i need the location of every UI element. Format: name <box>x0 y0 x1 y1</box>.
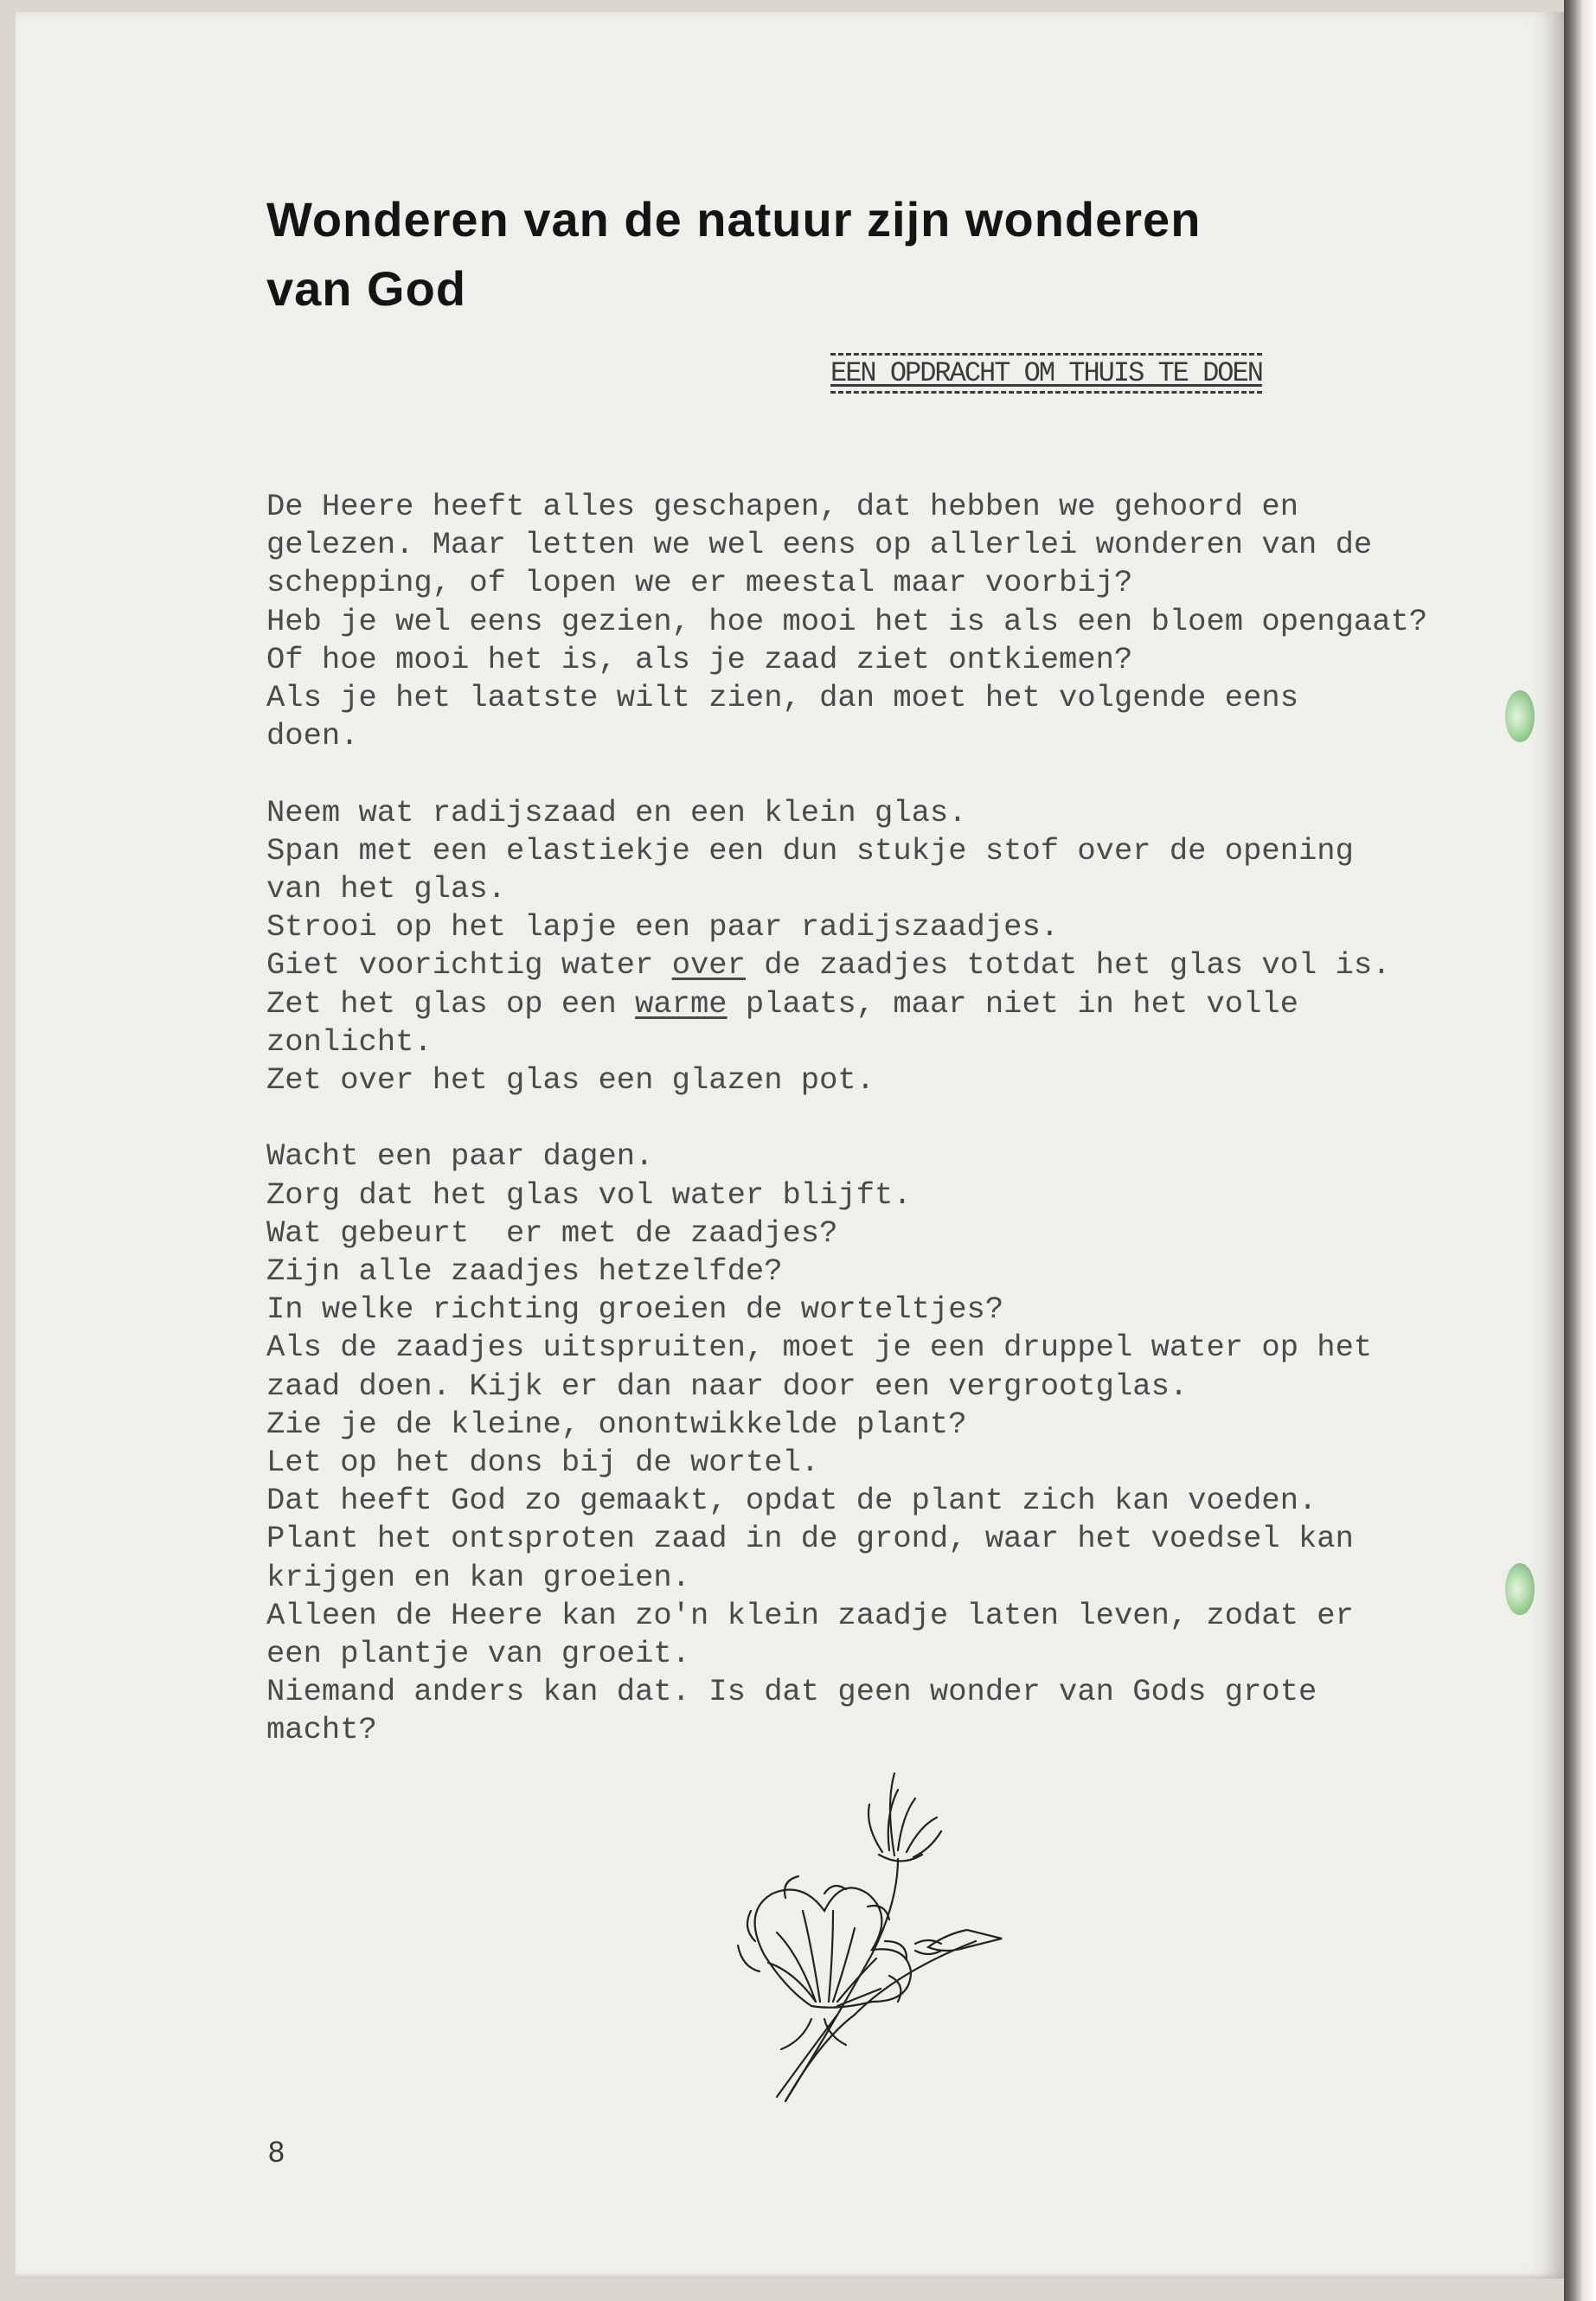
text-line: Als je het laatste wilt zien, dan moet het volgende eens <box>266 680 1298 716</box>
text-line: Span met een elastiekje een dun stukje stof over de opening <box>266 832 1354 868</box>
text-segment: Zet het glas op een <box>266 985 636 1022</box>
text-line: Alleen de Heere kan zo'n klein zaadje laten leven, zodat er <box>266 1597 1354 1633</box>
text-line: De Heere heeft alles geschapen, dat hebben we gehoord en <box>266 489 1298 524</box>
body-text <box>266 488 1538 1788</box>
text-line: macht? <box>266 1712 377 1748</box>
text-line <box>266 946 1538 984</box>
text-segment: Giet voorichtig water <box>266 947 672 984</box>
text-line: Of hoe mooi het is, als je zaad ziet ontkiemen? <box>266 641 1133 677</box>
text-line: Zet over het glas een glazen pot. <box>266 1062 875 1099</box>
text-line: Neem wat radijszaad en een klein glas. <box>266 794 967 830</box>
paragraph-instructions <box>266 794 1538 1100</box>
underlined-word: over <box>671 947 746 984</box>
flower-illustration <box>682 1755 1028 2118</box>
title-line: Wonderen van de natuur zijn wonderen <box>266 192 1202 247</box>
page-number: 8 <box>268 2136 285 2169</box>
paragraph-observation <box>266 1138 1538 1749</box>
page-title <box>266 185 1201 324</box>
text-line: Let op het dons bij de wortel. <box>266 1445 820 1481</box>
text-line: doen. <box>266 718 359 754</box>
text-line: krijgen en kan groeien. <box>266 1559 690 1595</box>
text-line: Zijn alle zaadjes hetzelfde? <box>266 1253 783 1290</box>
text-line <box>266 985 1538 1023</box>
text-line: Zorg dat het glas vol water blijft. <box>266 1176 912 1213</box>
text-line: Wat gebeurt er met de zaadjes? <box>266 1215 838 1251</box>
text-line: een plantje van groeit. <box>266 1636 690 1672</box>
text-line: Niemand anders kan dat. Is dat geen wonder van Gods grote <box>266 1674 1317 1710</box>
subtitle: EEN OPDRACHT OM THUIS TE DOEN <box>830 353 1262 394</box>
binder-hole <box>1505 690 1535 742</box>
text-line: van het glas. <box>266 871 506 907</box>
text-segment: de zaadjes totdat het glas vol is. <box>745 947 1391 984</box>
text-line: zaad doen. Kijk er dan naar door een vergrootglas. <box>266 1368 1189 1404</box>
text-line: Dat heeft God zo gemaakt, opdat de plant zich kan voeden. <box>266 1483 1317 1519</box>
text-line: Heb je wel eens gezien, hoe mooi het is als een bloem opengaat? <box>266 603 1428 639</box>
text-line: schepping, of lopen we er meestal maar voorbij? <box>266 565 1133 601</box>
paragraph-intro <box>266 488 1538 755</box>
binder-hole <box>1505 1563 1535 1615</box>
text-line: gelezen. Maar letten we wel eens op allerlei wonderen van de <box>266 527 1373 563</box>
text-segment: plaats, maar niet in het volle <box>727 985 1299 1022</box>
text-line: zonlicht. <box>266 1023 433 1060</box>
text-line: Wacht een paar dagen. <box>266 1138 654 1175</box>
document-page <box>16 12 1564 2279</box>
underlined-word: warme <box>635 985 727 1022</box>
text-line: In welke richting groeien de worteltjes? <box>266 1292 1004 1328</box>
text-line: Zie je de kleine, onontwikkelde plant? <box>266 1406 967 1442</box>
text-line: Plant het ontsproten zaad in de grond, waar het voedsel kan <box>266 1521 1354 1557</box>
page-edge <box>1564 0 1596 2301</box>
text-line: Strooi op het lapje een paar radijszaadjes. <box>266 909 1060 945</box>
title-line: van God <box>266 261 467 316</box>
text-line: Als de zaadjes uitspruiten, moet je een druppel water op het <box>266 1330 1373 1366</box>
